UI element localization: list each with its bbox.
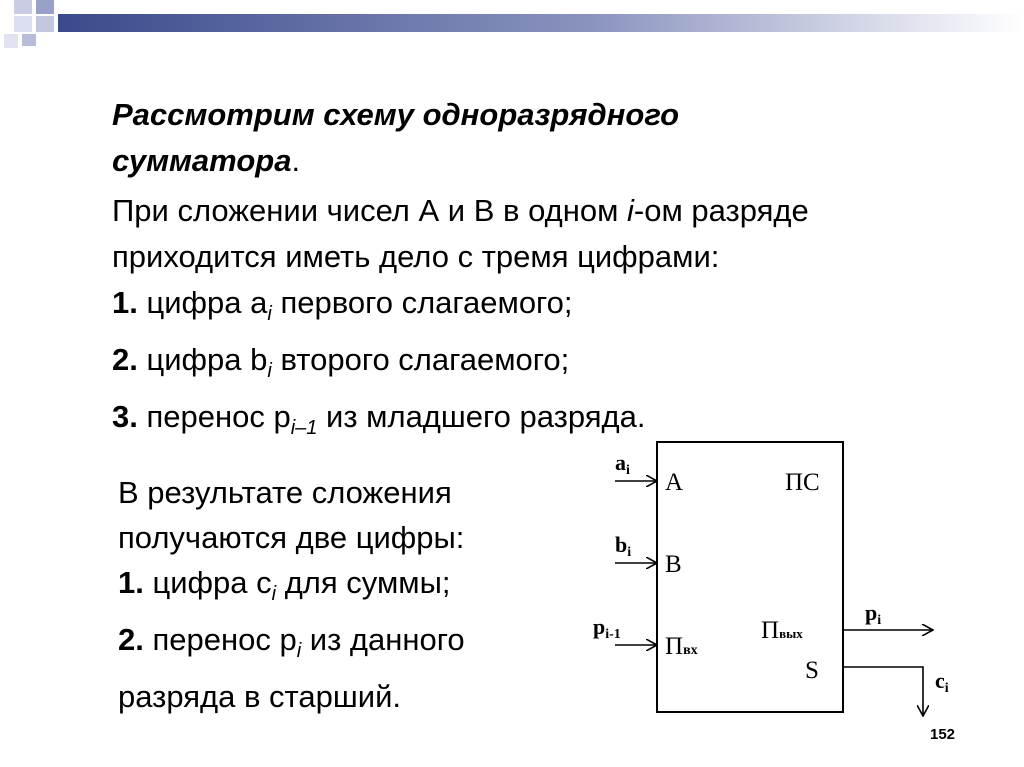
intro-line-2: приходится иметь дело с тремя цифрами: <box>112 239 720 274</box>
corner-decoration <box>0 0 1024 60</box>
result-item: 1. цифра $c_i$ для суммы; <box>118 565 451 606</box>
port-carry-in: Пвх <box>665 633 698 660</box>
result-text <box>118 470 465 719</box>
result-line-2: получаются две цифры: <box>118 520 465 555</box>
input-item: 2. цифра $b_i$ второго слагаемого; <box>112 342 570 383</box>
intro-text <box>112 188 809 452</box>
input-item: 3. перенос $p_{i-1}$ из младшего разряда. <box>112 399 646 440</box>
input-label-b: bi <box>615 532 632 560</box>
page-number: 152 <box>930 726 956 743</box>
port-a: А <box>665 469 684 496</box>
adder-diagram <box>585 440 965 730</box>
port-s: S <box>805 657 819 684</box>
deco-square <box>14 16 32 32</box>
deco-square <box>22 34 36 46</box>
port-carry-out: Пвых <box>761 617 803 644</box>
intro-line-1b: -ом разряде <box>633 193 809 228</box>
intro-line-1a: При сложении чисел А и В в одном <box>112 193 628 228</box>
port-ps: ПС <box>785 469 820 496</box>
result-line-last: разряда в старший. <box>118 679 401 715</box>
input-label-p: pi-1 <box>593 614 621 642</box>
title-period: . <box>291 143 301 178</box>
input-label-a: ai <box>615 450 630 478</box>
slide-title <box>112 92 679 184</box>
intro-line-1-italic: i <box>627 193 634 228</box>
header-bar <box>58 14 1024 32</box>
output-label-p: pi <box>865 600 882 628</box>
output-arrow-c <box>843 667 923 716</box>
output-label-c: ci <box>935 668 949 696</box>
deco-square <box>4 34 18 48</box>
port-b: В <box>665 551 682 578</box>
input-item: 1. цифра $a_i$ первого слагаемого; <box>112 285 573 326</box>
result-item: 2. перенос $p_i$ из данного <box>118 622 465 663</box>
title-line-1: Рассмотрим схему одноразрядного <box>112 97 680 132</box>
deco-square <box>36 0 54 14</box>
title-line-2: сумматора <box>112 143 292 178</box>
result-line-1: В результате сложения <box>118 475 452 510</box>
deco-square <box>36 16 54 32</box>
deco-square <box>14 0 32 14</box>
